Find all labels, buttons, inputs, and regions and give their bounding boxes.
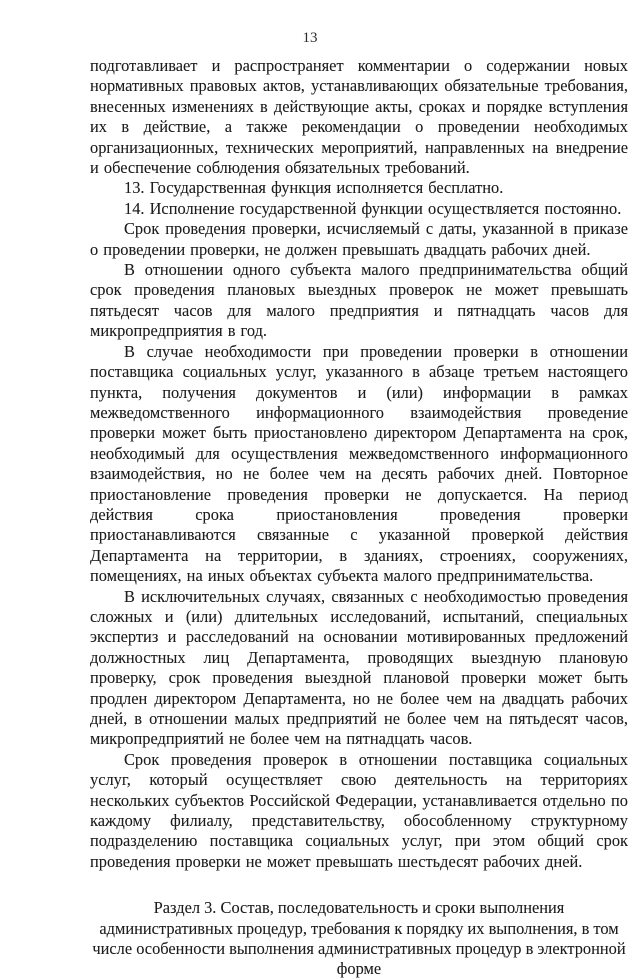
section-heading: Раздел 3. Состав, последовательность и сроки выполнения административных процедур, требования к порядку их выполнения, в том числе особенности выполнения административных процедур в электронной форме (92, 898, 626, 979)
page-number: 13 (302, 30, 318, 46)
paragraph: подготавливает и распространяет комментарии о содержании новых нормативных правовых актов, устанавливающих обязательные требования, внесенных изменениях в действующие акты, сроках и порядке вступления их в действие, а также рекомендации о проведении необходимых организационных, технических мероприятий, направленных на внедрение и обеспечение соблюдения обязательных требований. (90, 56, 628, 178)
paragraph: Срок проведения проверок в отношении поставщика социальных услуг, который осуществляет свою деятельность на территориях нескольких субъектов Российской Федерации, устанавливается отдельно по каждому филиалу, представительству, обособленному структурному подразделению поставщика социальных услуг, при этом общий срок проведения проверки не может превышать шестьдесят рабочих дней. (90, 749, 628, 871)
paragraph: 13. Государственная функция исполняется бесплатно. (124, 178, 504, 198)
paragraph: 14. Исполнение государственной функции осуществляется постоянно. (124, 198, 622, 218)
body-text (90, 56, 628, 980)
paragraph: В исключительных случаях, связанных с необходимостью проведения сложных и (или) длительных исследований, испытаний, специальных экспертиз и расследований на основании мотивированных предложений должностных лиц Департамента, проводящих выездную плановую проверку, срок проведения выездной плановой проверки может быть продлен директором Департамента, но не более чем на двадцать рабочих дней, в отношении малых предприятий не более чем на пятьдесят часов, микропредприятий не более чем на пятнадцать часов. (90, 586, 628, 749)
paragraph: В случае необходимости при проведении проверки в отношении поставщика социальных услуг, указанного в абзаце третьем настоящего пункта, получения документов и (или) информации в рамках межведомственного информационного взаимодействия проведение проверки может быть приостановлено директором Департамента на срок, необходимый для осуществления межведомственного информационного взаимодействия, но не более чем на десять рабочих дней. Повторное приостановление проведения проверки не допускается. На период действия срока приостановления проведения проверки приостанавливаются связанные с указанной проверкой действия Департамента на территории, в зданиях, строениях, сооружениях, помещениях, на иных объектах субъекта малого предпринимательства. (90, 341, 628, 586)
paragraph: В отношении одного субъекта малого предпринимательства общий срок проведения плановых выездных проверок не может превышать пятьдесят часов для малого предприятия и пятнадцать часов для микропредприятия в год. (90, 260, 628, 341)
paragraph: Срок проведения проверки, исчисляемый с даты, указанной в приказе о проведении проверки, не должен превышать двадцать рабочих дней. (90, 219, 628, 259)
